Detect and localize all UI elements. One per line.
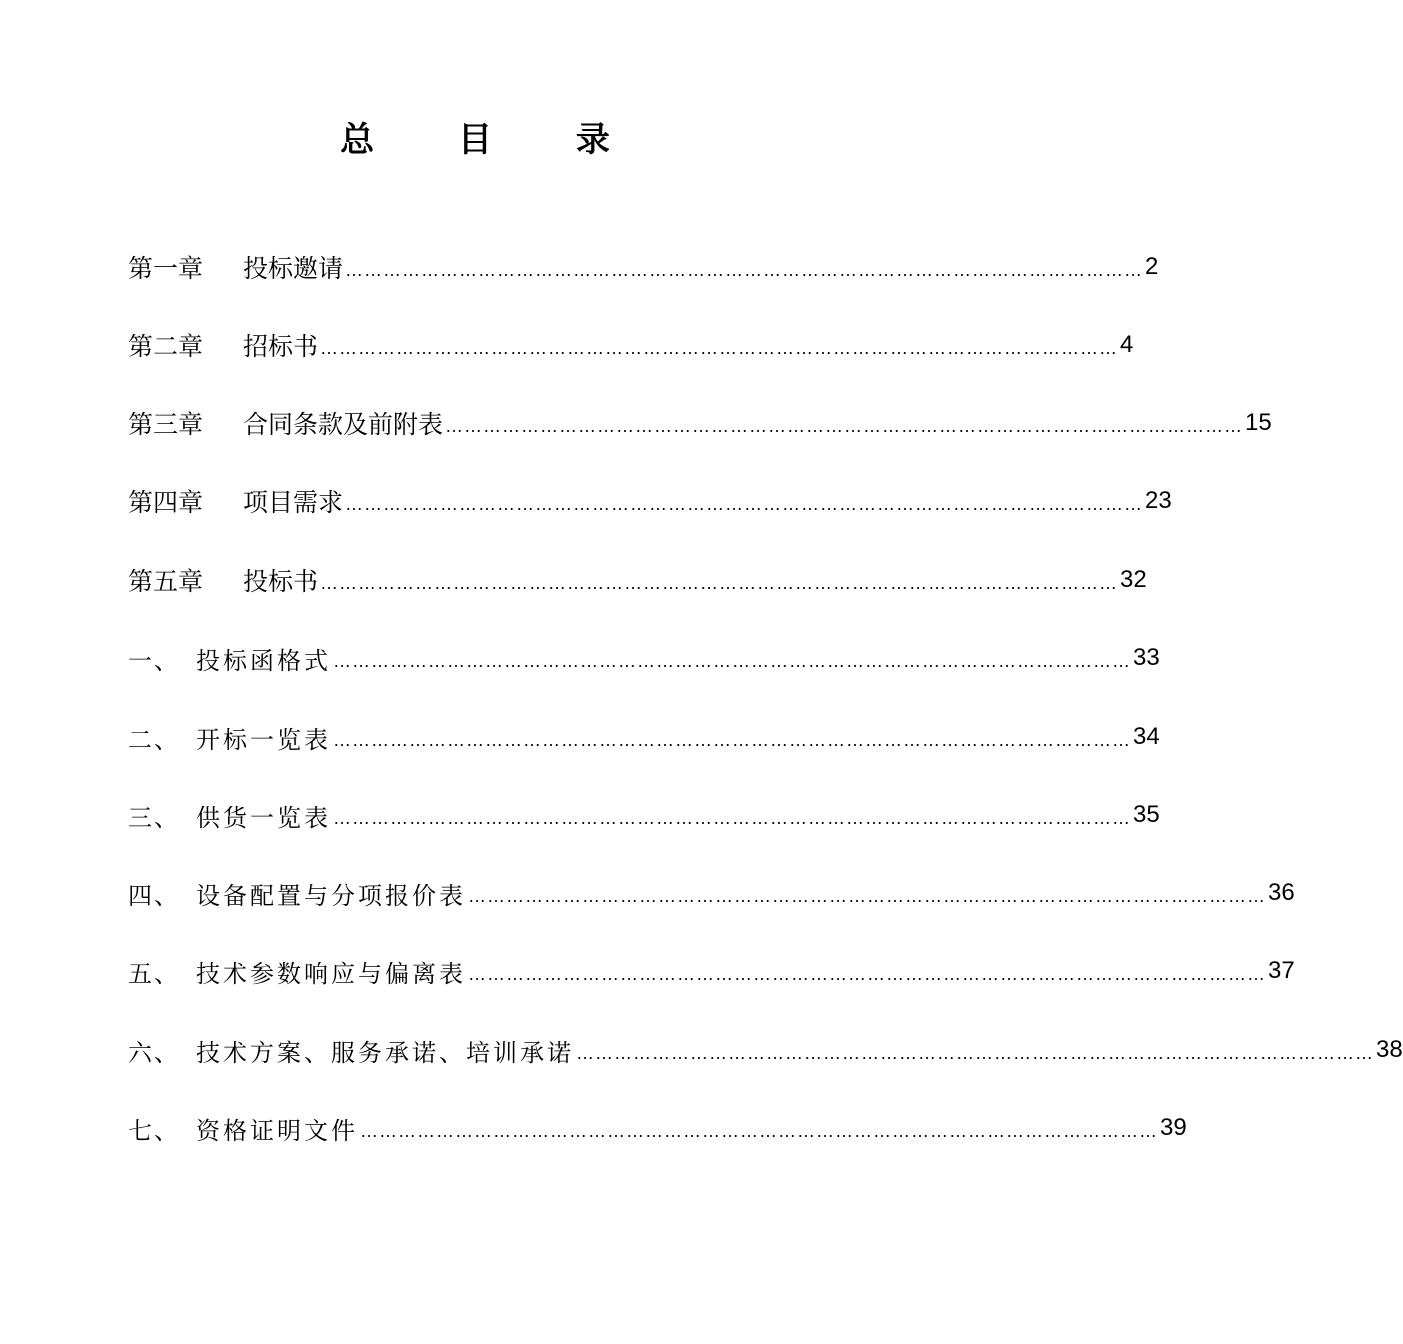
dot-leader: ……………………………………………………………………………………………………………… — [333, 807, 1131, 828]
chapter-title: 投标书 — [243, 567, 319, 596]
chapter-number: 第一章 — [128, 254, 204, 283]
section-title: 供货一览表 — [196, 803, 331, 832]
section-title: 技术方案、服务承诺、培训承诺 — [196, 1038, 574, 1067]
chapter-title: 投标邀请 — [243, 254, 344, 283]
page-title: 总 目 录 — [340, 120, 646, 160]
dot-leader: ……………………………………………………………………………………………………………… — [333, 650, 1131, 671]
chapter-number: 第五章 — [128, 567, 204, 596]
toc-entry-section-3[interactable] — [128, 795, 1160, 835]
page-number: 23 — [1145, 487, 1172, 514]
dot-leader: ……………………………………………………………………………………………………………… — [468, 885, 1266, 906]
page-number: 32 — [1120, 566, 1147, 593]
dot-leader: ……………………………………………………………………………………………………………… — [320, 572, 1119, 593]
section-title: 投标函格式 — [196, 646, 331, 675]
section-number: 二、 — [128, 725, 180, 754]
page-number: 35 — [1133, 801, 1160, 828]
chapter-number: 第二章 — [128, 332, 204, 361]
section-title: 设备配置与分项报价表 — [196, 881, 466, 910]
section-title: 资格证明文件 — [196, 1116, 358, 1145]
page-number: 39 — [1160, 1114, 1187, 1141]
section-number: 六、 — [128, 1038, 180, 1067]
dot-leader: ……………………………………………………………………………………………………………… — [445, 415, 1244, 436]
chapter-title: 招标书 — [243, 332, 319, 361]
toc-entry-chapter-1[interactable] — [128, 247, 1159, 287]
dot-leader: ……………………………………………………………………………………………………………… — [345, 493, 1144, 514]
toc-entry-chapter-3[interactable] — [128, 403, 1272, 443]
dot-leader: ……………………………………………………………………………………………………………… — [345, 259, 1144, 280]
page-number: 34 — [1133, 723, 1160, 750]
toc-entry-section-1[interactable] — [128, 638, 1160, 678]
page-number: 38 — [1376, 1036, 1403, 1063]
dot-leader: ……………………………………………………………………………………………………………… — [320, 337, 1119, 358]
chapter-title: 合同条款及前附表 — [243, 410, 444, 439]
page-number: 37 — [1268, 957, 1295, 984]
toc-entry-section-4[interactable] — [128, 873, 1295, 913]
toc-entry-chapter-4[interactable] — [128, 481, 1172, 521]
section-title: 开标一览表 — [196, 725, 331, 754]
dot-leader: ……………………………………………………………………………………………………………… — [576, 1042, 1374, 1063]
toc-entry-chapter-2[interactable] — [128, 325, 1134, 365]
dot-leader: ……………………………………………………………………………………………………………… — [333, 729, 1131, 750]
section-number: 三、 — [128, 803, 180, 832]
chapter-title: 项目需求 — [243, 488, 344, 517]
section-title: 技术参数响应与偏离表 — [196, 959, 466, 988]
toc-entry-section-5[interactable] — [128, 951, 1295, 991]
section-number: 四、 — [128, 881, 180, 910]
toc-entry-section-7[interactable] — [128, 1108, 1187, 1148]
page-number: 2 — [1145, 253, 1159, 280]
page-number: 33 — [1133, 644, 1160, 671]
toc-entry-section-6[interactable] — [128, 1030, 1403, 1070]
page-number: 36 — [1268, 879, 1295, 906]
section-number: 五、 — [128, 959, 180, 988]
toc-entry-section-2[interactable] — [128, 717, 1160, 757]
chapter-number: 第三章 — [128, 410, 204, 439]
page-number: 15 — [1245, 409, 1272, 436]
dot-leader: ……………………………………………………………………………………………………………… — [360, 1120, 1158, 1141]
page-number: 4 — [1120, 331, 1134, 358]
chapter-number: 第四章 — [128, 488, 204, 517]
section-number: 一、 — [128, 646, 180, 675]
toc-entry-chapter-5[interactable] — [128, 560, 1147, 600]
section-number: 七、 — [128, 1116, 180, 1145]
dot-leader: ……………………………………………………………………………………………………………… — [468, 963, 1266, 984]
